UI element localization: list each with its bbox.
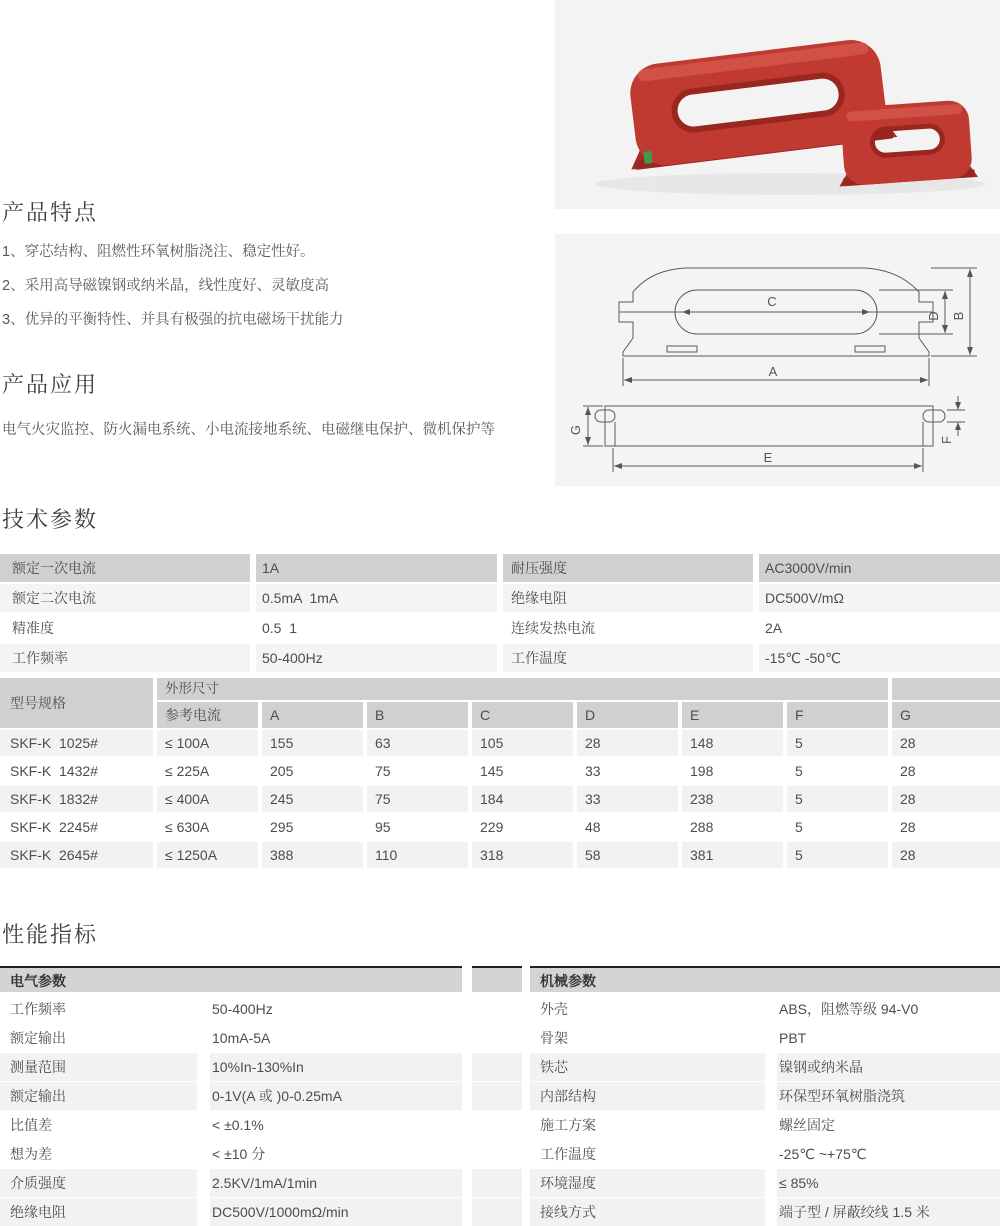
cell-F: 5	[787, 730, 888, 756]
param-value: 螺丝固定	[777, 1111, 1000, 1139]
cell-G: 28	[892, 730, 1000, 756]
table-row	[0, 1111, 462, 1139]
param-label: 工作频率	[0, 995, 197, 1023]
feature-item: 1、穿芯结构、阻燃性环氧树脂浇注、稳定性好。	[2, 244, 315, 260]
cell-F: 5	[787, 842, 888, 868]
param-value: 1A	[256, 554, 497, 582]
product-photo-illustration	[555, 0, 1000, 209]
cell-D: 28	[577, 730, 678, 756]
param-label: 环境湿度	[530, 1169, 765, 1197]
feature-item: 2、采用高导磁镍钢或纳米晶，线性度好、灵敏度高	[2, 278, 330, 294]
cell-C: 229	[472, 814, 573, 840]
cell-ref-current: ≤ 1250A	[157, 842, 258, 868]
table-row	[530, 1082, 1000, 1110]
cell-B: 75	[367, 758, 468, 784]
cell-C: 184	[472, 786, 573, 812]
table-row	[530, 1111, 1000, 1139]
dim-label-E: E	[763, 450, 773, 465]
dim-label-F: F	[939, 436, 954, 444]
cell-F: 5	[787, 786, 888, 812]
cell-A: 155	[262, 730, 363, 756]
param-label: 精准度	[0, 614, 250, 642]
dimension-diagram	[555, 234, 1000, 486]
model-name: SKF-K 1832#	[0, 786, 153, 812]
model-name: SKF-K 2645#	[0, 842, 153, 868]
column-header-B: B	[367, 702, 468, 728]
dim-label-C: C	[767, 294, 777, 309]
table-row	[0, 1082, 462, 1110]
cell-ref-current: ≤ 400A	[157, 786, 258, 812]
table-row	[0, 1169, 462, 1197]
column-header-F: F	[787, 702, 888, 728]
cell-B: 110	[367, 842, 468, 868]
product-photo	[555, 0, 1000, 209]
dim-label-D: D	[926, 311, 941, 321]
column-header-C: C	[472, 702, 573, 728]
spacer-cell	[472, 1111, 522, 1139]
cell-G: 28	[892, 842, 1000, 868]
param-label: 外壳	[530, 995, 765, 1023]
spacer-cell	[472, 1140, 522, 1168]
param-value: 50-400Hz	[210, 995, 462, 1023]
cell-D: 58	[577, 842, 678, 868]
spacer-cell	[472, 1082, 522, 1110]
param-label: 工作频率	[0, 644, 250, 672]
table-row	[0, 1140, 462, 1168]
param-value: 0.5mA 1mA	[256, 584, 497, 612]
cell-F: 5	[787, 814, 888, 840]
spacer-cell	[472, 1053, 522, 1081]
model-name: SKF-K 2245#	[0, 814, 153, 840]
column-header-G: G	[892, 702, 1000, 728]
param-value: 镍钢或纳米晶	[777, 1053, 1000, 1081]
column-header-model: 型号规格	[0, 678, 153, 728]
features-title: 产品特点	[2, 200, 99, 225]
param-label: 介质强度	[0, 1169, 197, 1197]
mechanical-params-header: 机械参数	[530, 966, 1000, 992]
param-value: 0-1V(A 或 )0-0.25mA	[210, 1082, 462, 1110]
cell-E: 381	[682, 842, 783, 868]
feature-item: 3、优异的平衡特性、并具有极强的抗电磁场干扰能力	[2, 312, 344, 328]
param-label: 骨架	[530, 1024, 765, 1052]
param-value: 环保型环氧树脂浇筑	[777, 1082, 1000, 1110]
model-name: SKF-K 1432#	[0, 758, 153, 784]
dimension-drawing	[555, 234, 1000, 486]
param-value: ABS，阻燃等级 94-V0	[777, 995, 1000, 1023]
cell-F: 5	[787, 758, 888, 784]
param-label: 想为差	[0, 1140, 197, 1168]
param-label: 铁芯	[530, 1053, 765, 1081]
cell-A: 245	[262, 786, 363, 812]
dim-label-A: A	[768, 364, 778, 379]
cell-A: 388	[262, 842, 363, 868]
cell-G: 28	[892, 758, 1000, 784]
column-header-ref-current: 参考电流	[157, 702, 258, 728]
param-label: 内部结构	[530, 1082, 765, 1110]
cell-D: 48	[577, 814, 678, 840]
table-row	[0, 644, 1000, 672]
table-row	[0, 842, 1000, 868]
param-label: 比值差	[0, 1111, 197, 1139]
cell-G: 28	[892, 786, 1000, 812]
table-row	[0, 554, 1000, 582]
param-value: < ±10 分	[210, 1140, 462, 1168]
performance-title: 性能指标	[2, 922, 99, 947]
terminal-connector	[643, 151, 652, 164]
column-header-A: A	[262, 702, 363, 728]
cell-C: 105	[472, 730, 573, 756]
applications-title: 产品应用	[2, 372, 99, 397]
table-row	[530, 1169, 1000, 1197]
cell-A: 205	[262, 758, 363, 784]
cell-ref-current: ≤ 100A	[157, 730, 258, 756]
spacer-cell	[472, 1198, 522, 1226]
table-row	[530, 995, 1000, 1023]
model-name: SKF-K 1025#	[0, 730, 153, 756]
electrical-params-header: 电气参数	[0, 966, 462, 992]
cell-E: 288	[682, 814, 783, 840]
applications-text: 电气火灾监控、防火漏电系统、小电流接地系统、电磁继电保护、微机保护等	[2, 422, 495, 438]
tech-params-title: 技术参数	[2, 507, 99, 532]
param-value: PBT	[777, 1024, 1000, 1052]
param-label: 额定一次电流	[0, 554, 250, 582]
cell-ref-current: ≤ 630A	[157, 814, 258, 840]
table-row	[0, 814, 1000, 840]
param-label: 耐压强度	[503, 554, 753, 582]
table-row	[0, 730, 1000, 756]
cell-B: 75	[367, 786, 468, 812]
table-row	[530, 1053, 1000, 1081]
spacer-header	[472, 966, 522, 992]
param-value: DC500V/1000mΩ/min	[210, 1198, 462, 1226]
param-label: 工作温度	[503, 644, 753, 672]
cell-D: 33	[577, 758, 678, 784]
table-row	[0, 995, 462, 1023]
param-value: -15℃ -50℃	[759, 644, 1000, 672]
cell-C: 318	[472, 842, 573, 868]
spacer-cell	[472, 1169, 522, 1197]
param-label: 额定二次电流	[0, 584, 250, 612]
param-label: 接线方式	[530, 1198, 765, 1226]
cell-A: 295	[262, 814, 363, 840]
param-label: 连续发热电流	[503, 614, 753, 642]
param-label: 额定输出	[0, 1082, 197, 1110]
param-value: DC500V/mΩ	[759, 584, 1000, 612]
param-label: 额定输出	[0, 1024, 197, 1052]
table-row	[0, 1053, 462, 1081]
column-header-E: E	[682, 702, 783, 728]
cell-B: 95	[367, 814, 468, 840]
param-value: 2.5KV/1mA/1min	[210, 1169, 462, 1197]
spacer-cell	[472, 1024, 522, 1052]
model-dimensions-table	[0, 678, 1000, 870]
table-row	[0, 786, 1000, 812]
cell-ref-current: ≤ 225A	[157, 758, 258, 784]
table-row	[0, 1198, 462, 1226]
table-row	[0, 1024, 462, 1052]
param-value: 0.5 1	[256, 614, 497, 642]
param-value: -25℃ ~+75℃	[777, 1140, 1000, 1168]
param-value: 10mA-5A	[210, 1024, 462, 1052]
param-value: AC3000V/min	[759, 554, 1000, 582]
table-row	[530, 1198, 1000, 1226]
cell-C: 145	[472, 758, 573, 784]
param-value: 端子型 / 屏蔽绞线 1.5 米	[777, 1198, 1000, 1226]
column-header-dimensions: 外形尺寸	[157, 678, 888, 700]
table-row	[0, 614, 1000, 642]
cell-E: 238	[682, 786, 783, 812]
column-header-D: D	[577, 702, 678, 728]
cell-D: 33	[577, 786, 678, 812]
param-value: < ±0.1%	[210, 1111, 462, 1139]
table-row	[530, 1024, 1000, 1052]
table-row	[0, 584, 1000, 612]
param-label: 绝缘电阻	[503, 584, 753, 612]
param-label: 绝缘电阻	[0, 1198, 197, 1226]
dim-label-G: G	[568, 424, 583, 436]
cell-E: 148	[682, 730, 783, 756]
spacer-cell	[472, 995, 522, 1023]
param-value: 10%In-130%In	[210, 1053, 462, 1081]
cell-G: 28	[892, 814, 1000, 840]
cell-E: 198	[682, 758, 783, 784]
table-row	[530, 1140, 1000, 1168]
param-value: ≤ 85%	[777, 1169, 1000, 1197]
cell-B: 63	[367, 730, 468, 756]
param-label: 工作温度	[530, 1140, 765, 1168]
param-label: 施工方案	[530, 1111, 765, 1139]
dim-label-B: B	[951, 311, 966, 321]
small-ct-ring	[834, 99, 978, 187]
param-value: 50-400Hz	[256, 644, 497, 672]
param-value: 2A	[759, 614, 1000, 642]
column-header-blank	[892, 678, 1000, 700]
table-row	[0, 758, 1000, 784]
param-label: 测量范围	[0, 1053, 197, 1081]
